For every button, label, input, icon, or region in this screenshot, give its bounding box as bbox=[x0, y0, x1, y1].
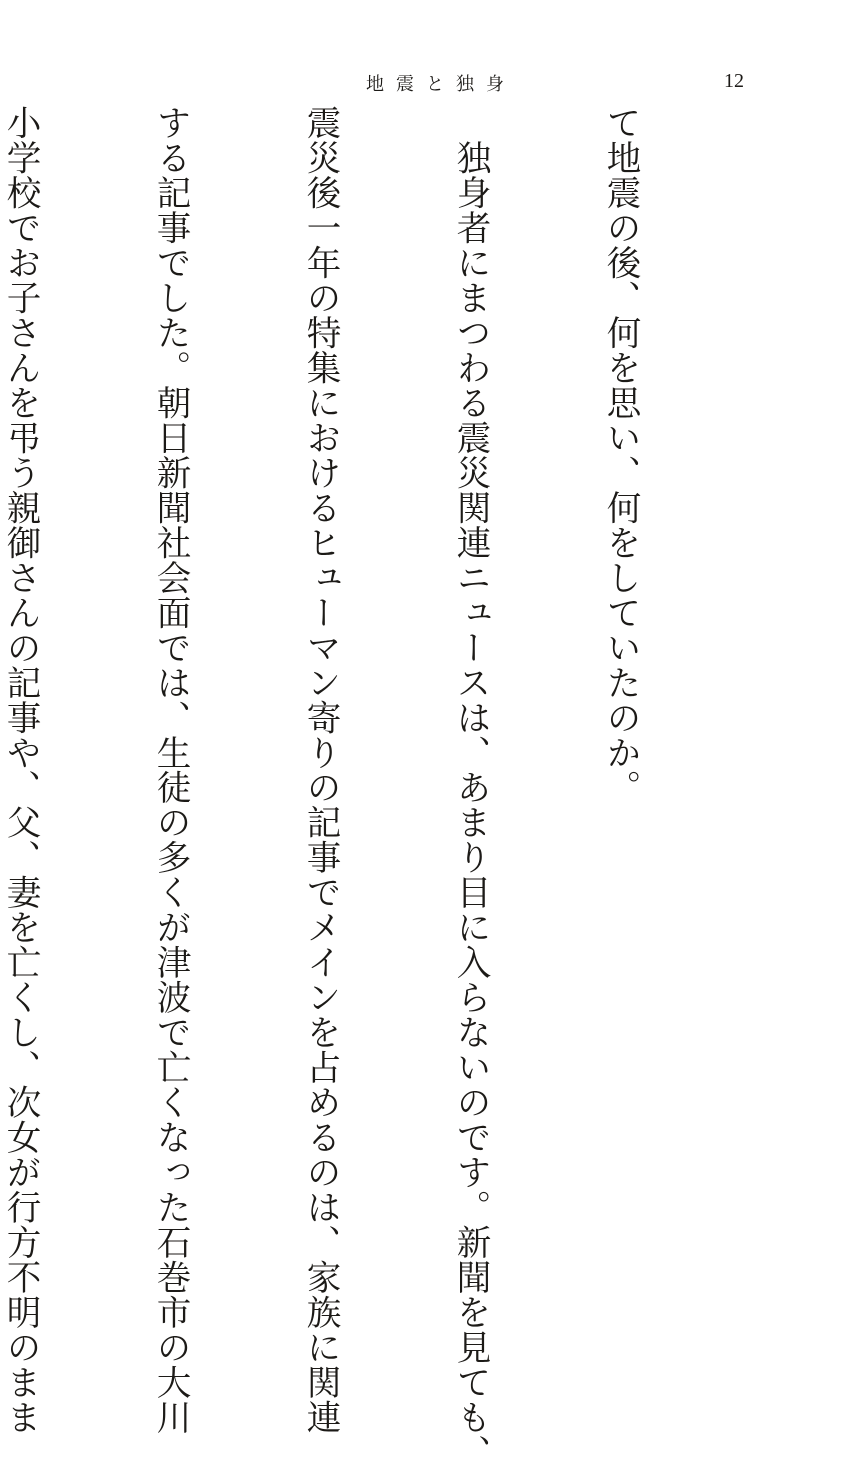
text-line: て地震の後、何を思い、何をしていたのか。 bbox=[600, 105, 640, 805]
page-number: 12 bbox=[724, 70, 744, 92]
running-header: 地震と独身 bbox=[366, 74, 516, 95]
text-line: 震災後一年の特集におけるヒューマン寄りの記事でメインを占めるのは、家族に関連 bbox=[300, 105, 340, 1435]
text-line: 小学校でお子さんを弔う親御さんの記事や、父、妻を亡くし、次女が行方不明のまま bbox=[0, 105, 40, 1435]
text-line: する記事でした。朝日新聞社会面では、生徒の多くが津波で亡くなった石巻市の大川 bbox=[150, 105, 190, 1435]
text-line: 独身者にまつわる震災関連ニュースは、あまり目に入らないのです。新聞を見ても、 bbox=[450, 105, 490, 1470]
vertical-text-block bbox=[0, 105, 745, 1470]
